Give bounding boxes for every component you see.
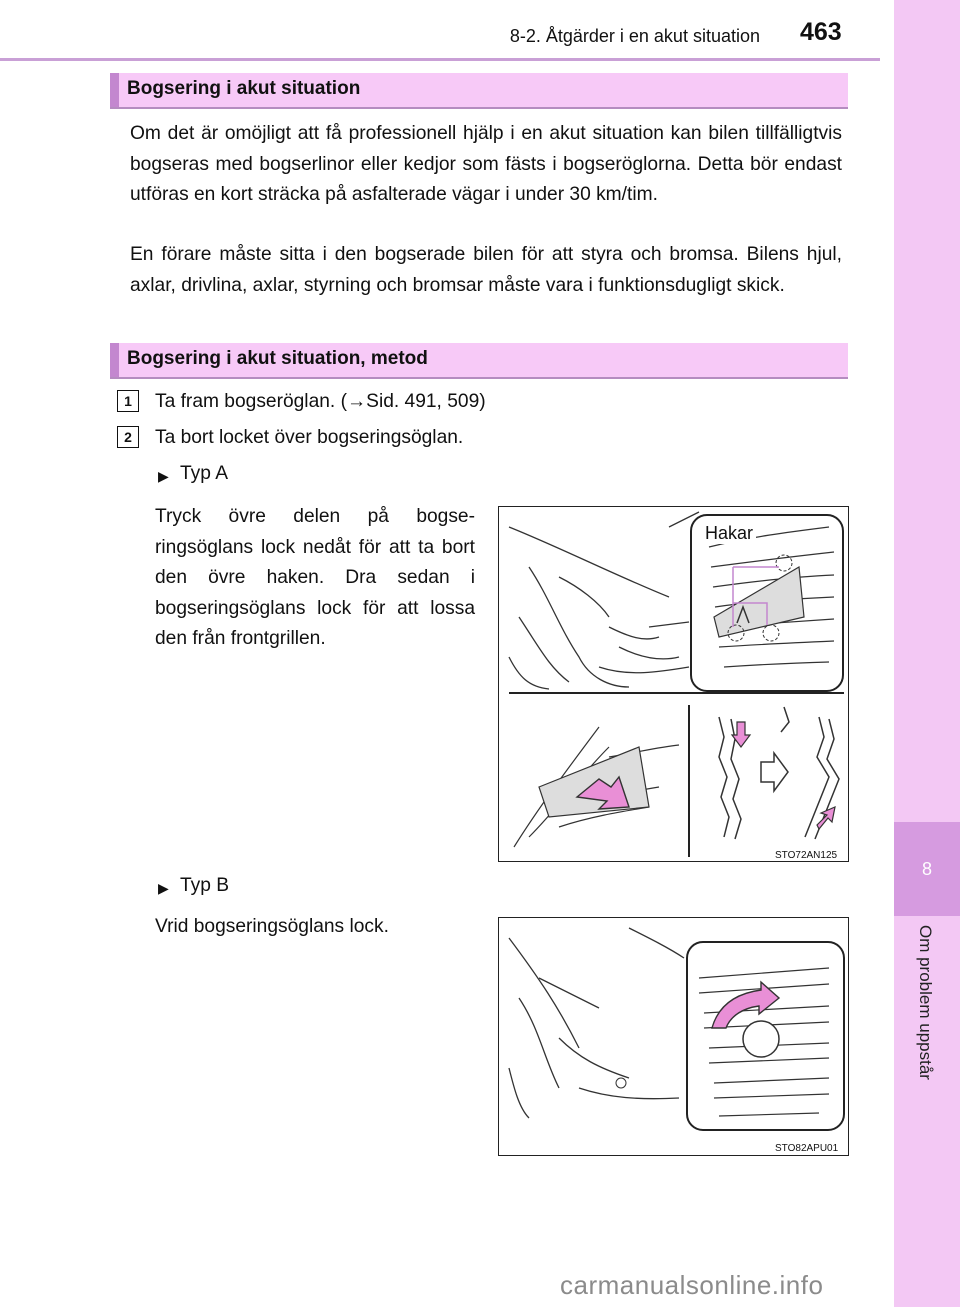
step-number-2: 2 [117,426,139,448]
section-heading-towing [110,73,848,109]
step-number-1: 1 [117,390,139,412]
figure-code-b: STO82APU01 [775,1143,839,1154]
intro-paragraph: Om det är omöjligt att få professionell hjälp i en akut situation kan bilen tillfälligtvis bogseras med bogserlinor eller kedjor som fästs i bogseröglorna. Detta bör endast utföras en kort sträcka på asfalterade vägar i under 30 km/tim. [130,123,842,205]
page-number: 463 [800,18,842,46]
chapter-label: Om problem uppstår [916,925,935,1080]
chapter-label-tab[interactable] [905,925,945,1145]
step-text-2: Ta bort locket över bogseringsöglan. [155,427,464,448]
type-b-label: Typ B [180,875,230,896]
type-b-text: Vrid bogseringsöglans lock. [155,916,389,937]
header-divider [0,58,880,61]
section-heading-text: Bogsering i akut situation [127,78,361,99]
chapter-number-tab[interactable]: 8 [894,822,960,916]
section-heading-method [110,343,848,379]
heading-accent-bar [110,343,119,377]
heading-accent-bar [110,73,119,107]
watermark: carmanualsonline.info [560,1270,824,1300]
chapter-title: 8-2. Åtgärder i en akut situation [509,26,760,46]
front-bumper-illustration [499,507,848,861]
driver-paragraph: En förare måste sitta i den bogserade bilen för att styra och bromsa. Bilens hjul, axlar, drivlina, axlar, styrning och bromsar måste vara i funktionsdugligt skick. [130,244,842,296]
step-text-1: Ta fram bogseröglan. (→Sid. 491, 509) [155,391,486,412]
type-a-label: Typ A [180,463,228,484]
type-a-text: Tryck övre delen på bogseringsöglans lock nedåt för att ta bort den övre haken. Dra sedan i bogseringsöglans lock för att lossa den från frontgrillen. [155,506,475,649]
figure-callout-label: Hakar [702,523,756,544]
figure-type-b [498,917,849,1156]
figure-type-a [498,506,849,862]
bullet-arrow-icon: ▶ [158,880,169,896]
grille-illustration [499,918,848,1155]
section-heading-text: Bogsering i akut situation, metod [127,348,428,369]
bullet-arrow-icon: ▶ [158,468,169,484]
figure-code-a: STO72AN125 [775,850,838,861]
